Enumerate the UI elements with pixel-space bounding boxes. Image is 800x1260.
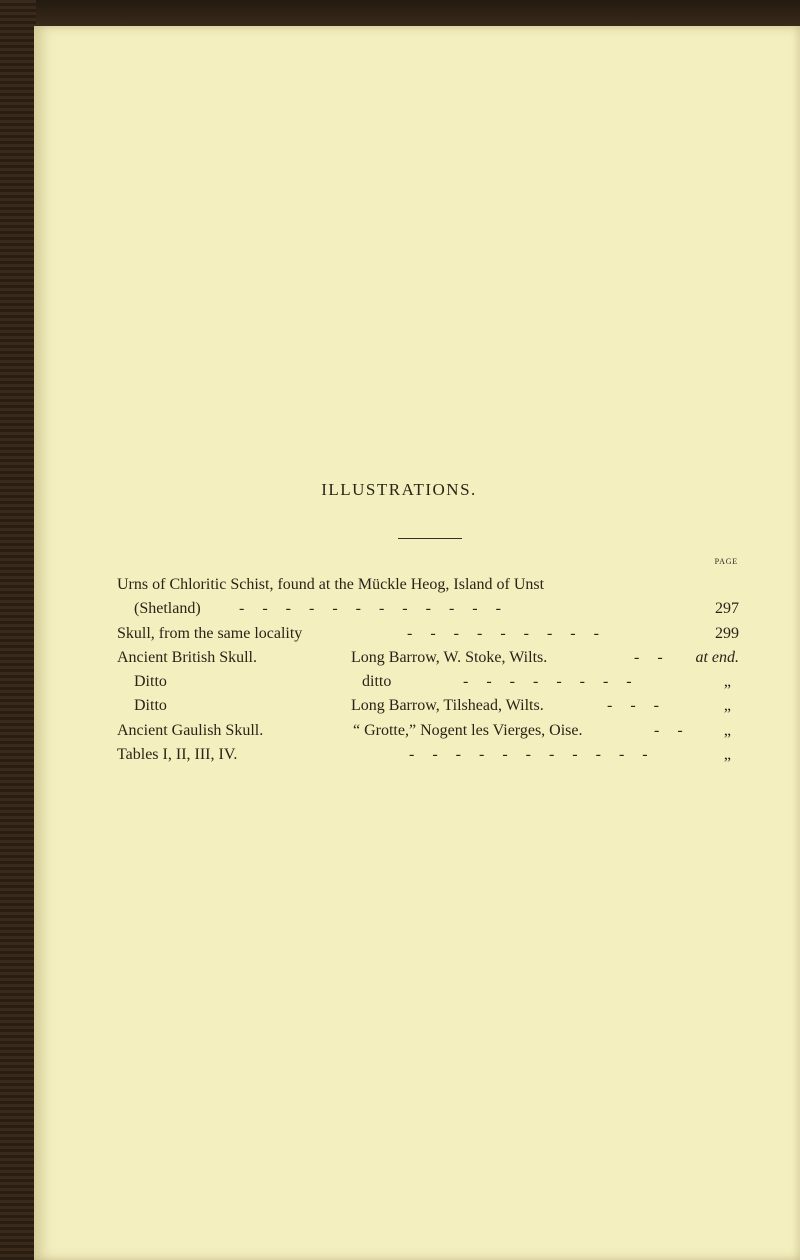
entry-detail: Long Barrow, Tilshead, Wilts. xyxy=(351,697,544,715)
entry-subject: Urns of Chloritic Schist, found at the Mückle Heog, Island of Unst xyxy=(117,576,545,593)
page-title: ILLUSTRATIONS. xyxy=(321,480,477,499)
entry-leader: - - xyxy=(654,721,690,739)
title-rule xyxy=(398,538,462,539)
entry-leader: - - - - - - - - xyxy=(463,673,639,691)
entry-leader: - - - - - - - - - - - xyxy=(409,746,655,764)
list-item xyxy=(117,694,739,718)
entry-detail: Long Barrow, W. Stoke, Wilts. xyxy=(351,648,548,666)
book-page xyxy=(34,26,800,1260)
entry-leader: - - xyxy=(634,648,670,666)
book-top-edge xyxy=(0,0,800,28)
entry-detail: “ Grotte,” Nogent les Vierges, Oise. xyxy=(353,721,583,739)
entry-leader: - - - - - - - - - - - - xyxy=(239,600,508,618)
entry-subject: Skull, from the same locality xyxy=(117,624,303,642)
entry-detail: ditto xyxy=(362,673,392,691)
entry-subject: Ditto xyxy=(134,697,167,715)
page-column-label: PAGE xyxy=(714,557,738,566)
entry-page: at end. xyxy=(695,648,739,666)
entry-leader: - - - xyxy=(607,697,666,715)
entry-page: 297 xyxy=(715,600,739,618)
book-binding-edge xyxy=(0,0,36,1260)
entry-page: „ xyxy=(723,721,731,739)
list-item xyxy=(117,597,739,621)
entry-page: „ xyxy=(723,697,731,715)
entry-page: „ xyxy=(723,673,731,691)
list-item xyxy=(117,743,739,767)
entry-subject: (Shetland) xyxy=(134,600,201,618)
list-item xyxy=(117,670,739,694)
entry-subject: Ancient British Skull. xyxy=(117,648,257,666)
list-item xyxy=(117,573,739,597)
entry-subject: Ancient Gaulish Skull. xyxy=(117,721,264,739)
entry-subject: Ditto xyxy=(134,673,167,691)
list-item xyxy=(117,719,739,743)
entry-leader: - - - - - - - - - xyxy=(407,624,606,642)
list-item xyxy=(117,646,739,670)
list-item xyxy=(117,622,739,646)
illustrations-list xyxy=(117,573,739,767)
entry-page: „ xyxy=(723,746,731,764)
entry-page: 299 xyxy=(715,624,739,642)
entry-subject: Tables I, II, III, IV. xyxy=(117,746,238,764)
